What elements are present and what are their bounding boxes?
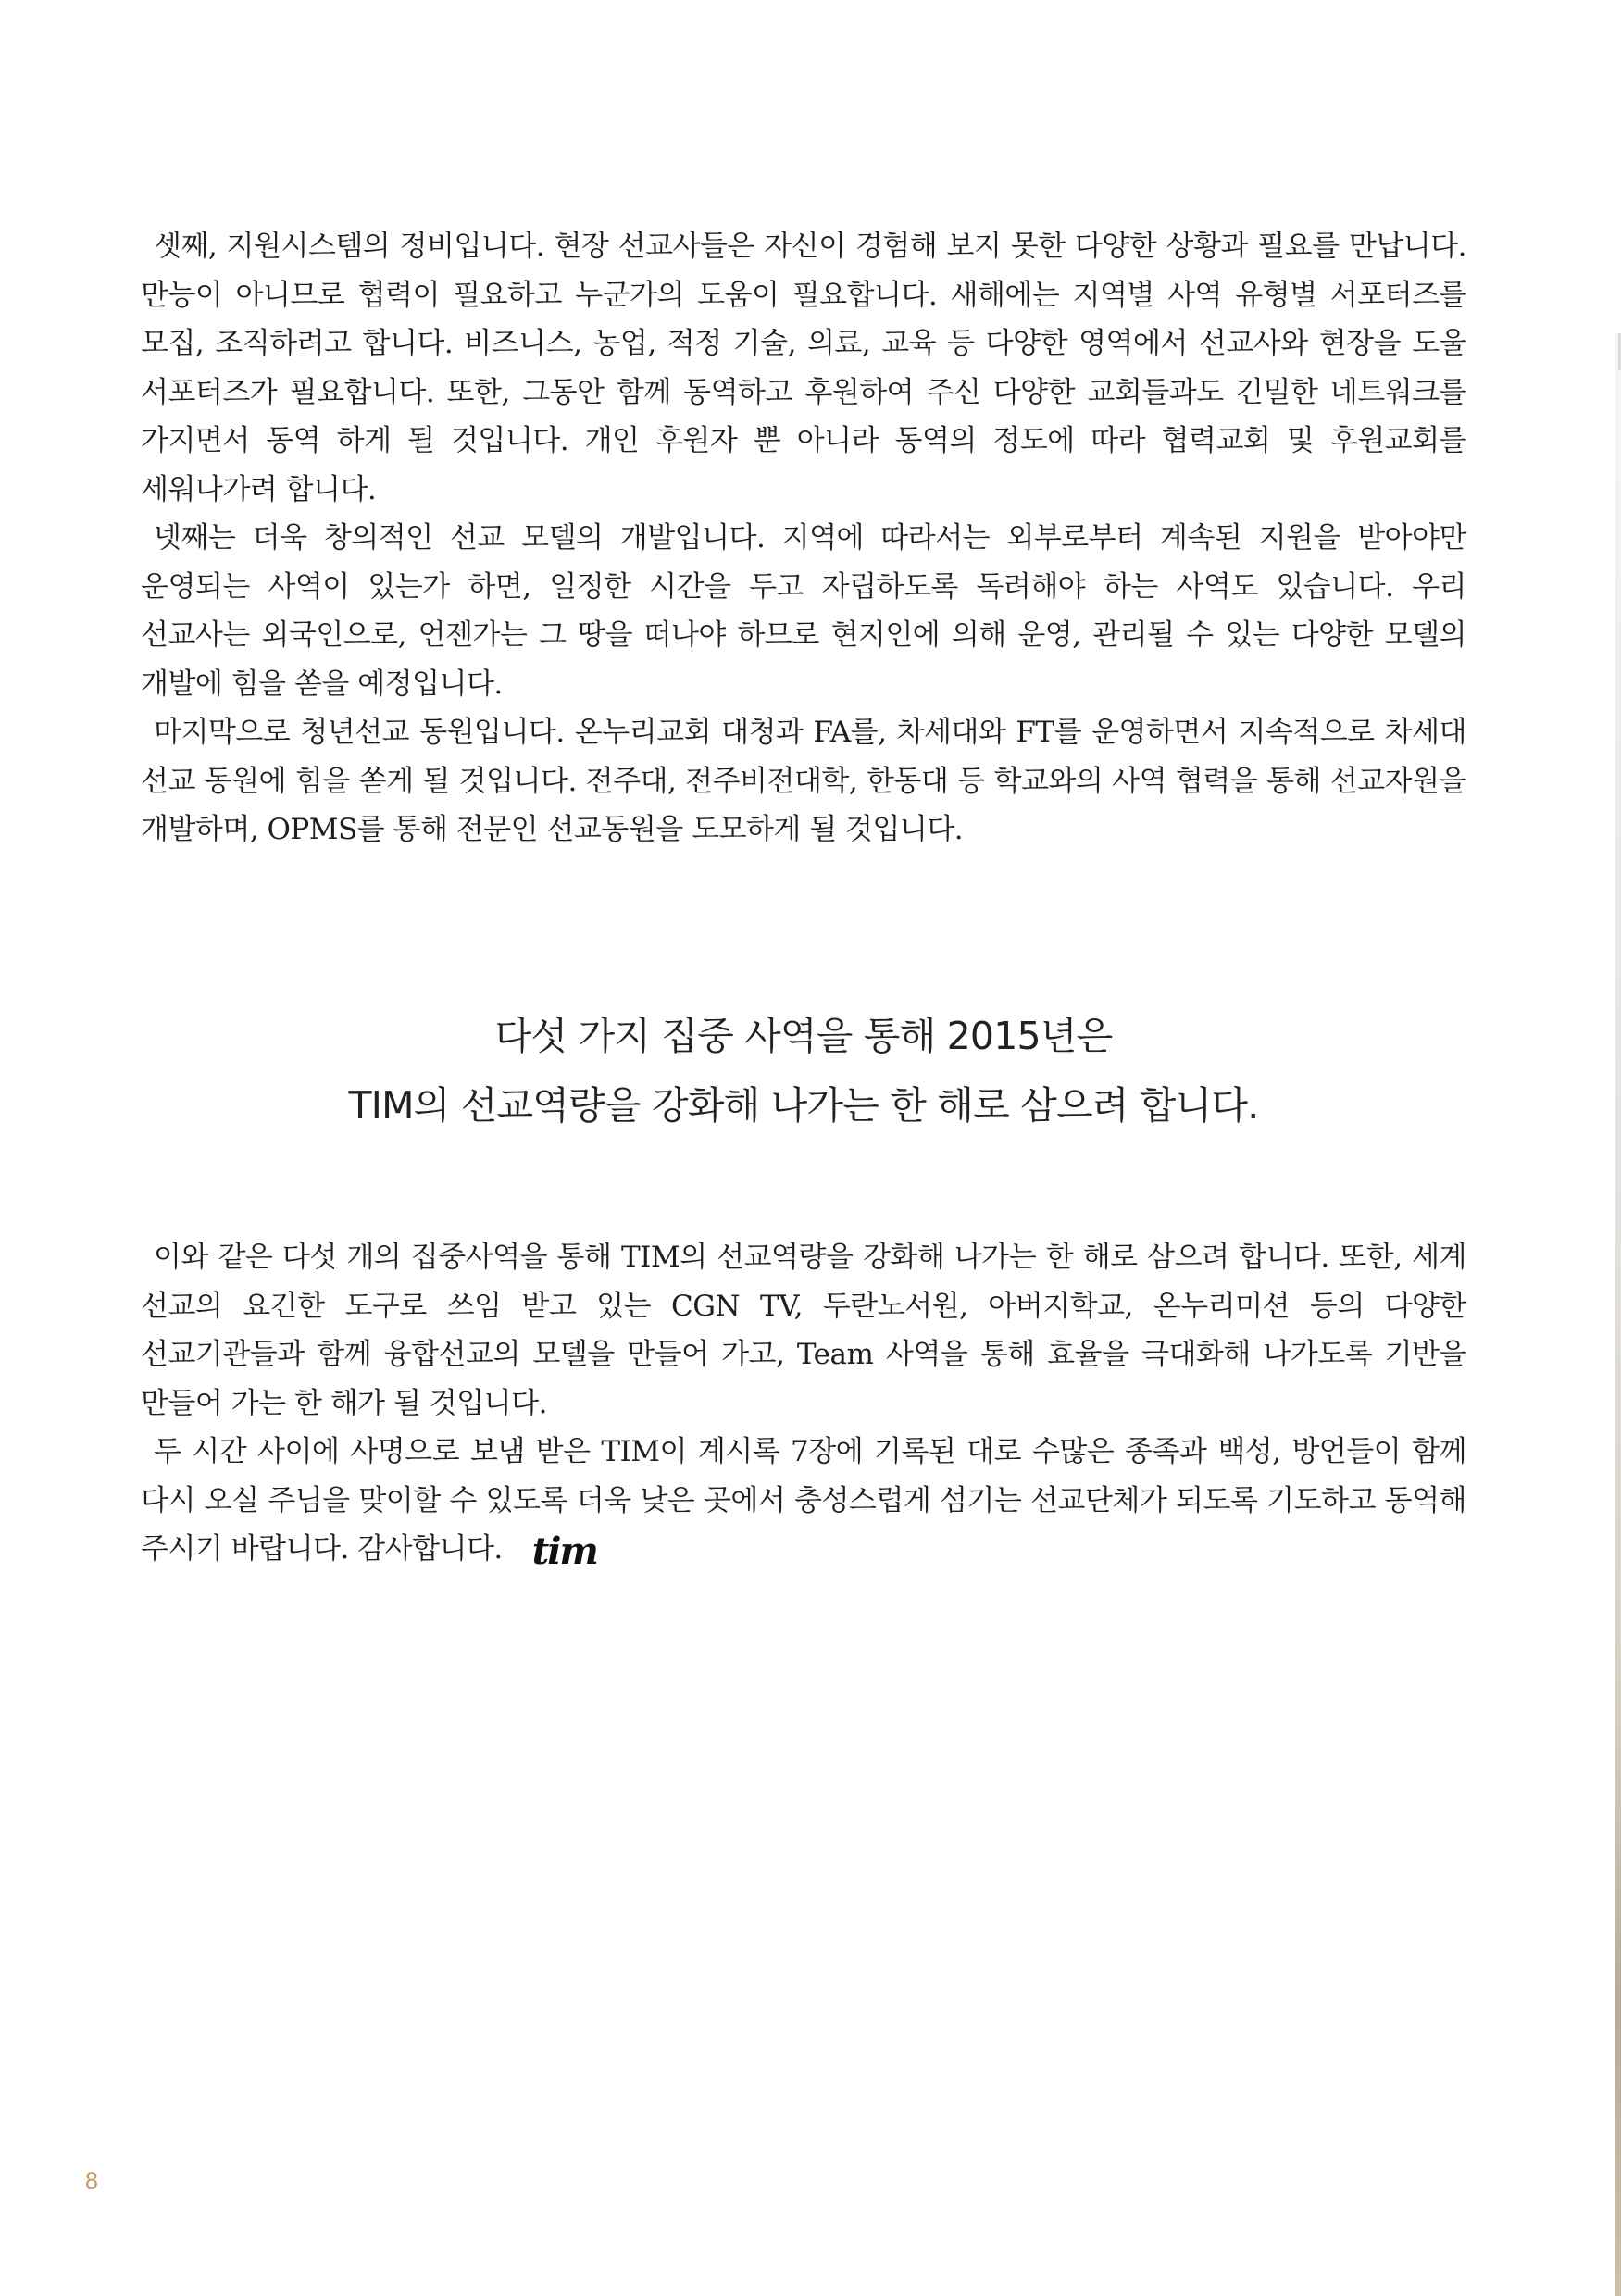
highlight-quote: [141, 1002, 1466, 1141]
next-page-edge: [1615, 333, 1621, 2296]
paragraph-closing: [141, 1428, 1466, 1577]
page-number: 8: [85, 2168, 98, 2194]
paragraph-support-system: 셋째, 지원시스템의 정비입니다. 현장 선교사들은 자신이 경험해 보지 못한 다양한 상황과 필요를 만납니다. 만능이 아니므로 협력이 필요하고 누군가의 도움이 필요합니다. 새해에는 지역별 사역 유형별 서포터즈를 모집, 조직하려고 합니다. 비즈니스, 농업, 적정 기술, 의료, 교육 등 다양한 영역에서 선교사와 현장을 도울 서포터즈가 필요합니다. 또한, 그동안 함께 동역하고 후원하여 주신 다양한 교회들과도 긴밀한 네트워크를 가지면서 동역 하게 될 것입니다. 개인 후원자 뿐 아니라 동역의 정도에 따라 협력교회 및 후원교회를 세워나가려 합니다.: [141, 230, 1466, 506]
paragraph-youth-mobilization: 마지막으로 청년선교 동원입니다. 온누리교회 대청과 FA를, 차세대와 FT를 운영하면서 지속적으로 차세대 선교 동원에 힘을 쏟게 될 것입니다. 전주대, 전주비전대학, 한동대 등 학교와의 사역 협력을 통해 선교자원을 개발하며, OPMS를 통해 전문인 선교동원을 도모하게 될 것입니다.: [141, 716, 1466, 846]
closing-text: 두 시간 사이에 사명으로 보냄 받은 TIM이 계시록 7장에 기록된 대로 수많은 종족과 백성, 방언들이 함께 다시 오실 주님을 맞이할 수 있도록 더욱 낮은 곳에서 충성스럽게 섬기는 선교단체가 되도록 기도하고 동역해 주시기 바랍니다. 감사합니다.: [141, 1435, 1466, 1566]
body-text-bottom: [141, 1233, 1466, 1577]
body-text-top: [141, 222, 1466, 855]
paragraph-five-ministries: 이와 같은 다섯 개의 집중사역을 통해 TIM의 선교역량을 강화해 나가는 한 해로 삼으려 합니다. 또한, 세계 선교의 요긴한 도구로 쓰임 받고 있는 CGN TV, 두란노서원, 아버지학교, 온누리미션 등의 다양한 선교기관들과 함께 융합선교의 모델을 만들어 가고, Team 사역을 통해 효율을 극대화해 나가도록 기반을 만들어 가는 한 해가 될 것입니다.: [141, 1241, 1466, 1420]
highlight-line-2: TIM의 선교역량을 강화해 나가는 한 해로 삼으려 합니다.: [348, 1083, 1259, 1128]
highlight-line-1: 다섯 가지 집중 사역을 통해 2015년은: [494, 1014, 1113, 1058]
paragraph-creative-model: 넷째는 더욱 창의적인 선교 모델의 개발입니다. 지역에 따라서는 외부로부터 계속된 지원을 받아야만 운영되는 사역이 있는가 하면, 일정한 시간을 두고 자립하도록 독려해야 하는 사역도 있습니다. 우리 선교사는 외국인으로, 언젠가는 그 땅을 떠나야 하므로 현지인에 의해 운영, 관리될 수 있는 다양한 모델의 개발에 힘을 쏟을 예정입니다.: [141, 521, 1466, 701]
tim-signature: tim: [531, 1529, 597, 1573]
